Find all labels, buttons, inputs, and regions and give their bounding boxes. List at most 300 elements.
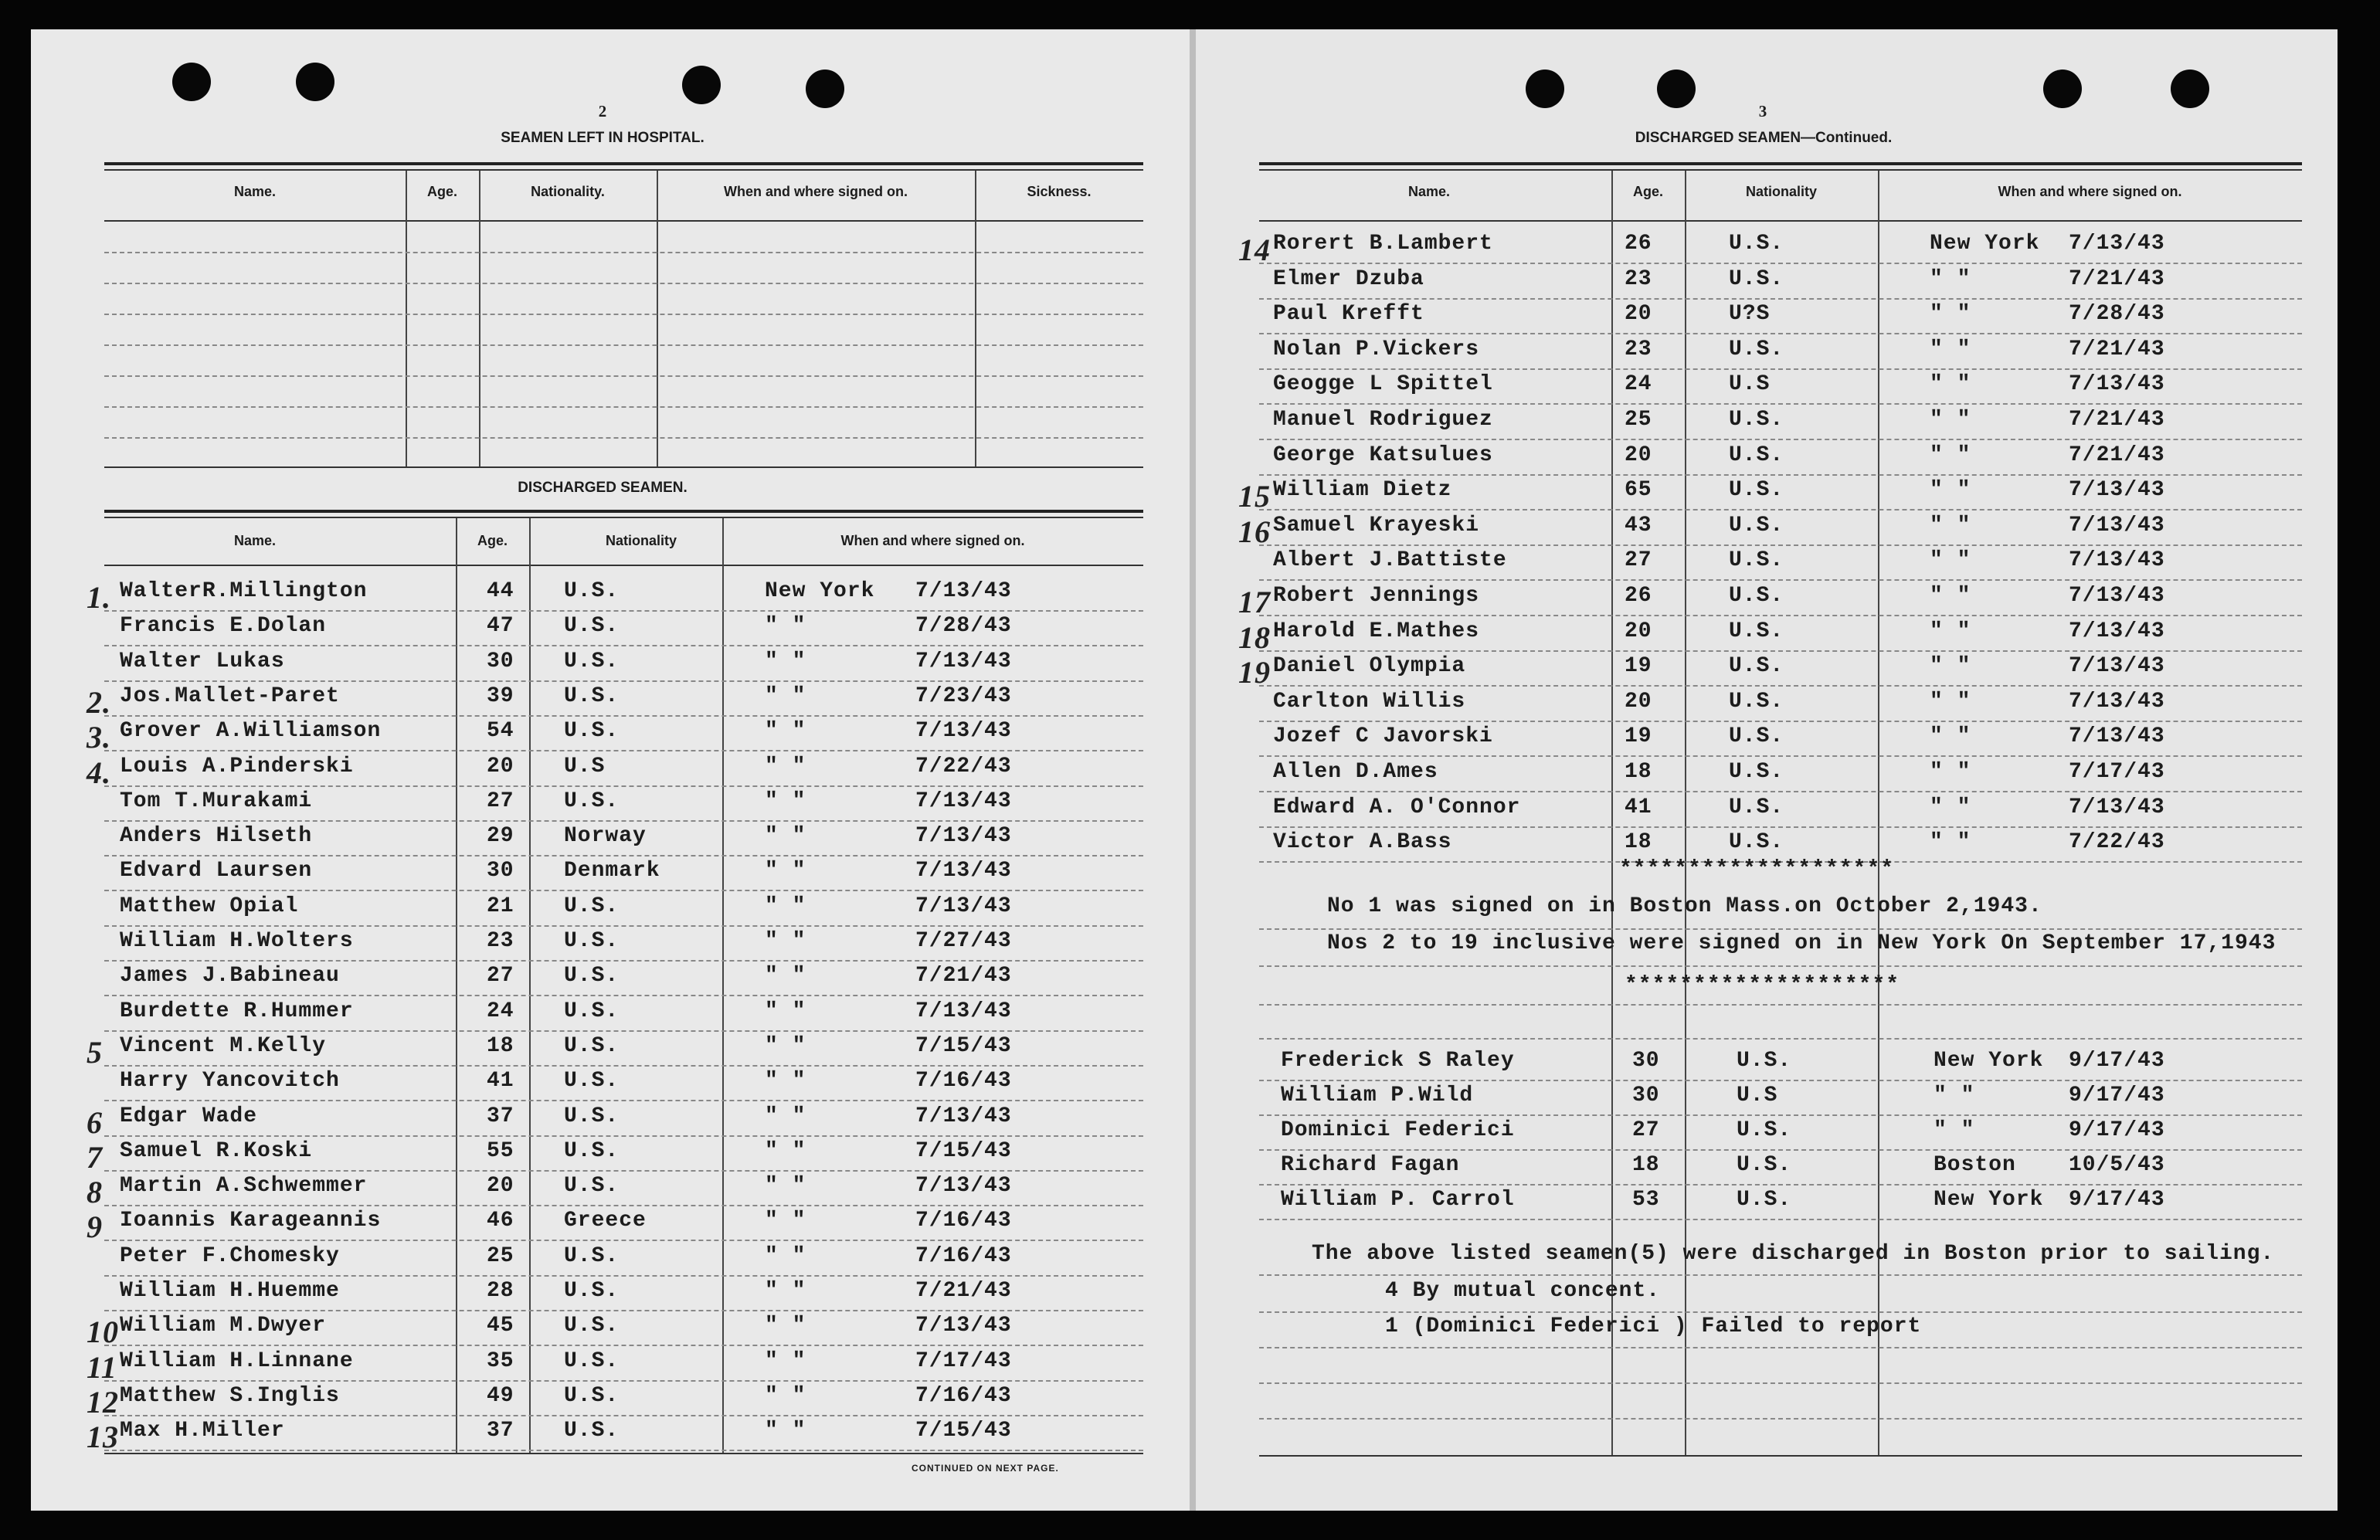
cell-nat: U.S. <box>1729 689 1784 714</box>
row-line <box>104 645 1143 646</box>
cell-nat: U.S. <box>564 1279 620 1303</box>
blank-row <box>104 437 1143 439</box>
row-line <box>104 1065 1143 1067</box>
rule <box>1259 169 2302 171</box>
cell-age: 19 <box>1625 654 1652 679</box>
cell-age: 39 <box>487 684 514 708</box>
cell-date: 7/21/43 <box>2069 408 2165 432</box>
right-page <box>1196 29 2338 1511</box>
rule <box>104 466 1143 468</box>
cell-date: 7/13/43 <box>2069 654 2165 679</box>
cell-nat: U.S <box>564 754 606 778</box>
note-line: The above listed seamen(5) were discharged in Boston prior to sailing. <box>1312 1242 2275 1266</box>
cell-age: 53 <box>1632 1188 1660 1212</box>
col-header-signed-on: When and where signed on. <box>723 184 908 199</box>
cell-nat: U.S. <box>1737 1153 1792 1177</box>
cell-age: 24 <box>1625 372 1652 397</box>
cell-date: 7/13/43 <box>2069 795 2165 819</box>
cell-nat: U.S. <box>564 1243 620 1268</box>
cell-age: 26 <box>1625 584 1652 608</box>
blank-row <box>104 252 1143 253</box>
cell-date: 7/15/43 <box>915 1419 1012 1443</box>
cell-place: " " <box>765 1138 806 1163</box>
cell-name: Samuel R.Koski <box>120 1138 313 1163</box>
cell-place: " " <box>765 1209 806 1233</box>
cell-place: " " <box>1930 443 1971 467</box>
table-row <box>1196 302 2338 334</box>
row-line <box>1259 755 2302 757</box>
cell-date: 7/15/43 <box>915 1033 1012 1058</box>
cell-place: " " <box>1930 513 1971 538</box>
row-line <box>1259 1004 2302 1006</box>
cell-name: Frederick S Raley <box>1281 1049 1515 1073</box>
cell-mark: 9 <box>87 1209 103 1245</box>
punch-hole <box>296 63 334 101</box>
cell-name: Martin A.Schwemmer <box>120 1174 368 1199</box>
cell-mark: 10 <box>87 1314 119 1350</box>
row-line <box>104 855 1143 856</box>
cell-place: New York <box>1934 1049 2044 1073</box>
note-line: 4 By mutual concent. <box>1385 1279 1661 1303</box>
blank-row <box>104 314 1143 315</box>
cell-name: Ioannis Karageannis <box>120 1209 382 1233</box>
cell-place: " " <box>1930 478 1971 503</box>
cell-name: Louis A.Pinderski <box>120 754 354 778</box>
table-row <box>1196 232 2338 267</box>
row-line <box>1259 1080 2302 1081</box>
cell-nat: U.S. <box>564 649 620 673</box>
cell-date: 7/27/43 <box>915 929 1012 953</box>
cell-name: William H.Wolters <box>120 929 354 953</box>
table-row <box>31 894 1190 927</box>
cell-age: 41 <box>487 1069 514 1094</box>
separator-stars: ******************** <box>1619 857 1895 881</box>
cell-nat: U?S <box>1729 302 1771 327</box>
cell-name: William M.Dwyer <box>120 1314 327 1338</box>
cell-name: Jos.Mallet-Paret <box>120 684 340 708</box>
cell-mark: 16 <box>1238 514 1271 549</box>
cell-place: New York <box>1930 232 2040 256</box>
note-line: 1 (Dominici Federici ) Failed to report <box>1385 1314 1922 1338</box>
cell-nat: U.S. <box>564 894 620 918</box>
cell-place: " " <box>1930 724 1971 749</box>
cell-name: William P. Carrol <box>1281 1188 1515 1212</box>
cell-nat: U.S. <box>1737 1188 1792 1212</box>
table-row <box>1196 478 2338 514</box>
blank-row <box>104 283 1143 284</box>
table-row <box>31 1209 1190 1245</box>
col-header-signed-on: When and where signed on. <box>840 533 1025 548</box>
table-row <box>31 719 1190 755</box>
cell-age: 20 <box>1625 302 1652 327</box>
cell-place: " " <box>1930 689 1971 714</box>
col-header-nationality: Nationality <box>605 533 677 548</box>
cell-name: Robert Jennings <box>1273 584 1480 608</box>
row-line <box>1259 685 2302 687</box>
col-header-age: Age. <box>426 184 457 199</box>
cell-nat: U.S. <box>564 1104 620 1128</box>
row-line <box>104 1030 1143 1032</box>
row-line <box>104 610 1143 612</box>
table-row <box>1196 584 2338 619</box>
cell-age: 18 <box>1625 830 1652 855</box>
cell-date: 7/13/43 <box>915 824 1012 849</box>
table-row <box>31 1348 1190 1385</box>
cell-name: Matthew S.Inglis <box>120 1383 340 1408</box>
col-header-name: Name. <box>233 184 277 199</box>
rule <box>104 510 1143 513</box>
rule <box>104 1453 1143 1454</box>
cell-mark: 4. <box>87 755 111 790</box>
cell-place: " " <box>1930 654 1971 679</box>
cell-name: Samuel Krayeski <box>1273 513 1480 538</box>
row-line <box>1259 333 2302 334</box>
row-line <box>1259 928 2302 930</box>
table-row <box>1196 1084 2338 1116</box>
row-line <box>1259 1347 2302 1348</box>
cell-nat: U.S. <box>1729 337 1784 361</box>
cell-place: " " <box>765 1243 806 1268</box>
cell-nat: U.S. <box>564 789 620 813</box>
row-line <box>1259 1184 2302 1186</box>
cell-date: 7/17/43 <box>915 1348 1012 1373</box>
row-line <box>1259 509 2302 511</box>
continued-note: CONTINUED ON NEXT PAGE. <box>912 1463 1059 1474</box>
cell-nat: U.S. <box>1729 830 1784 855</box>
cell-age: 23 <box>1625 337 1652 361</box>
table-row <box>1196 1118 2338 1151</box>
cell-date: 7/13/43 <box>915 579 1012 603</box>
cell-date: 7/13/43 <box>915 649 1012 673</box>
rule <box>104 565 1143 566</box>
cell-date: 7/16/43 <box>915 1069 1012 1094</box>
cell-nat: U.S. <box>564 1383 620 1408</box>
table-row <box>31 1138 1190 1175</box>
cell-nat: U.S. <box>1729 795 1784 819</box>
cell-place: " " <box>765 754 806 778</box>
table-row <box>1196 1188 2338 1220</box>
cell-mark: 1. <box>87 580 111 615</box>
cell-age: 30 <box>487 859 514 884</box>
row-line <box>1259 298 2302 300</box>
cell-nat: U.S. <box>564 1174 620 1199</box>
cell-date: 7/15/43 <box>915 1138 1012 1163</box>
cell-date: 7/16/43 <box>915 1383 1012 1408</box>
cell-age: 46 <box>487 1209 514 1233</box>
table-row <box>1196 1049 2338 1081</box>
row-line <box>1259 791 2302 792</box>
cell-age: 54 <box>487 719 514 744</box>
cell-place: " " <box>765 649 806 673</box>
table-row <box>31 614 1190 646</box>
cell-age: 23 <box>487 929 514 953</box>
cell-date: 7/21/43 <box>915 964 1012 989</box>
row-line <box>104 1100 1143 1101</box>
cell-date: 7/16/43 <box>915 1209 1012 1233</box>
rule <box>104 517 1143 518</box>
cell-name: Edgar Wade <box>120 1104 258 1128</box>
row-line <box>104 1275 1143 1277</box>
cell-name: Francis E.Dolan <box>120 614 327 639</box>
row-line <box>104 960 1143 962</box>
cell-age: 18 <box>487 1033 514 1058</box>
cell-mark: 7 <box>87 1139 103 1175</box>
cell-nat: U.S. <box>1729 232 1784 256</box>
cell-name: Albert J.Battiste <box>1273 548 1507 573</box>
cell-age: 24 <box>487 999 514 1023</box>
cell-mark: 8 <box>87 1175 103 1210</box>
cell-name: Daniel Olympia <box>1273 654 1466 679</box>
cell-name: Vincent M.Kelly <box>120 1033 327 1058</box>
table-row <box>31 1419 1190 1455</box>
cell-date: 7/21/43 <box>2069 266 2165 291</box>
cell-age: 37 <box>487 1104 514 1128</box>
cell-name: Rorert B.Lambert <box>1273 232 1493 256</box>
cell-age: 65 <box>1625 478 1652 503</box>
row-line <box>1259 474 2302 476</box>
col-divider <box>975 171 976 466</box>
cell-name: James J.Babineau <box>120 964 340 989</box>
row-line <box>104 1170 1143 1172</box>
row-line <box>104 1205 1143 1206</box>
cell-place: " " <box>765 894 806 918</box>
cell-nat: U.S. <box>1729 548 1784 573</box>
cell-age: 19 <box>1625 724 1652 749</box>
table-row <box>1196 760 2338 792</box>
table-row <box>31 650 1190 682</box>
cell-age: 44 <box>487 579 514 603</box>
cell-place: " " <box>765 684 806 708</box>
table-row <box>1196 619 2338 655</box>
table-row <box>31 754 1190 790</box>
cell-date: 7/13/43 <box>915 789 1012 813</box>
cell-date: 7/21/43 <box>2069 337 2165 361</box>
cell-age: 27 <box>487 964 514 989</box>
cell-age: 49 <box>487 1383 514 1408</box>
cell-date: 7/13/43 <box>2069 232 2165 256</box>
col-header-name: Name. <box>1407 184 1451 199</box>
cell-name: Harry Yancovitch <box>120 1069 340 1094</box>
row-line <box>104 1135 1143 1137</box>
cell-age: 18 <box>1625 760 1652 784</box>
cell-age: 18 <box>1632 1153 1660 1177</box>
cell-date: 7/13/43 <box>2069 478 2165 503</box>
cell-date: 10/5/43 <box>2069 1153 2165 1177</box>
row-line <box>104 750 1143 751</box>
cell-place: New York <box>765 579 875 603</box>
table-row <box>1196 338 2338 370</box>
table-row <box>31 1033 1190 1070</box>
cell-age: 20 <box>1625 689 1652 714</box>
cell-name: Burdette R.Hummer <box>120 999 354 1023</box>
cell-date: 9/17/43 <box>2069 1084 2165 1108</box>
cell-place: " " <box>765 789 806 813</box>
table-row <box>31 1314 1190 1350</box>
cell-age: 30 <box>1632 1049 1660 1073</box>
cell-mark: 17 <box>1238 585 1271 619</box>
cell-place: " " <box>765 1419 806 1443</box>
cell-nat: U.S. <box>1729 619 1784 643</box>
table-row <box>31 964 1190 996</box>
rule <box>104 169 1143 171</box>
cell-name: Nolan P.Vickers <box>1273 337 1480 361</box>
punch-hole <box>682 66 721 104</box>
cell-age: 25 <box>1625 408 1652 432</box>
cell-nat: U.S. <box>1729 478 1784 503</box>
cell-nat: U.S. <box>564 614 620 639</box>
table-row <box>1196 513 2338 549</box>
cell-age: 20 <box>487 754 514 778</box>
page-title: DISCHARGED SEAMEN—Continued. <box>1635 130 1893 146</box>
cell-name: Harold E.Mathes <box>1273 619 1480 643</box>
cell-age: 29 <box>487 824 514 849</box>
cell-age: 45 <box>487 1314 514 1338</box>
cell-date: 7/28/43 <box>2069 302 2165 327</box>
rule <box>104 162 1143 165</box>
cell-place: " " <box>765 1069 806 1094</box>
punch-hole <box>172 63 211 101</box>
cell-nat: U.S. <box>1729 443 1784 467</box>
cell-age: 55 <box>487 1138 514 1163</box>
cell-place: " " <box>1934 1118 1975 1142</box>
cell-date: 7/22/43 <box>2069 830 2165 855</box>
cell-name: Elmer Dzuba <box>1273 266 1424 291</box>
separator-stars: ******************** <box>1625 973 1900 997</box>
cell-place: " " <box>765 1174 806 1199</box>
table-row <box>31 1383 1190 1420</box>
punch-hole <box>806 70 844 108</box>
cell-place: " " <box>765 964 806 989</box>
cell-age: 23 <box>1625 266 1652 291</box>
cell-date: 7/28/43 <box>915 614 1012 639</box>
row-line <box>104 925 1143 927</box>
cell-date: 7/13/43 <box>2069 372 2165 397</box>
discharged-section-title: DISCHARGED SEAMEN. <box>518 480 688 496</box>
row-line <box>1259 1382 2302 1384</box>
cell-nat: U.S. <box>564 1314 620 1338</box>
cell-place: " " <box>1930 302 1971 327</box>
row-line <box>104 785 1143 787</box>
table-row <box>1196 408 2338 440</box>
punch-hole <box>2171 70 2209 108</box>
cell-age: 30 <box>1632 1084 1660 1108</box>
note-line: No 1 was signed on in Boston Mass.on October 2,1943. <box>1327 894 2042 918</box>
cell-name: Max H.Miller <box>120 1419 285 1443</box>
cell-age: 26 <box>1625 232 1652 256</box>
cell-age: 25 <box>487 1243 514 1268</box>
cell-name: Edvard Laursen <box>120 859 313 884</box>
cell-nat: Greece <box>564 1209 647 1233</box>
row-line <box>104 995 1143 996</box>
cell-nat: U.S <box>1737 1084 1778 1108</box>
cell-nat: U.S. <box>1729 654 1784 679</box>
cell-place: " " <box>1934 1084 1975 1108</box>
cell-age: 27 <box>1632 1118 1660 1142</box>
cell-date: 9/17/43 <box>2069 1118 2165 1142</box>
cell-name: Victor A.Bass <box>1273 830 1452 855</box>
row-line <box>1259 1114 2302 1116</box>
table-row <box>1196 1153 2338 1186</box>
col-header-nationality: Nationality. <box>531 184 605 199</box>
cell-nat: U.S. <box>1729 266 1784 291</box>
page-number: 3 <box>1758 102 1767 120</box>
cell-place: " " <box>1930 760 1971 784</box>
cell-date: 7/23/43 <box>915 684 1012 708</box>
cell-age: 27 <box>1625 548 1652 573</box>
table-row <box>1196 548 2338 581</box>
cell-date: 7/13/43 <box>915 1104 1012 1128</box>
cell-nat: U.S. <box>564 1419 620 1443</box>
table-row <box>31 1174 1190 1210</box>
hospital-section-title: SEAMEN LEFT IN HOSPITAL. <box>501 130 704 146</box>
row-line <box>1259 403 2302 405</box>
cell-nat: U.S. <box>1737 1049 1792 1073</box>
rule <box>1259 162 2302 165</box>
row-line <box>104 715 1143 717</box>
cell-name: William H.Huemme <box>120 1279 340 1303</box>
table-row <box>1196 654 2338 690</box>
cell-place: " " <box>765 1314 806 1338</box>
table-row <box>31 999 1190 1032</box>
cell-place: " " <box>765 1348 806 1373</box>
cell-age: 21 <box>487 894 514 918</box>
cell-place: " " <box>765 824 806 849</box>
col-header-nationality: Nationality <box>1745 184 1817 199</box>
cell-age: 28 <box>487 1279 514 1303</box>
cell-age: 20 <box>487 1174 514 1199</box>
cell-date: 7/21/43 <box>915 1279 1012 1303</box>
cell-name: Dominici Federici <box>1281 1118 1515 1142</box>
rule <box>1259 220 2302 222</box>
cell-nat: U.S. <box>1729 760 1784 784</box>
cell-date: 7/13/43 <box>915 1174 1012 1199</box>
cell-name: Anders Hilseth <box>120 824 313 849</box>
table-row <box>31 1279 1190 1311</box>
cell-place: " " <box>1930 408 1971 432</box>
page-number: 2 <box>598 102 607 120</box>
cell-nat: U.S. <box>1729 408 1784 432</box>
cell-mark: 2. <box>87 684 111 720</box>
cell-name: Grover A.Williamson <box>120 719 382 744</box>
cell-date: 7/13/43 <box>915 894 1012 918</box>
table-row <box>31 684 1190 720</box>
col-header-age: Age. <box>477 533 508 548</box>
cell-date: 7/13/43 <box>915 719 1012 744</box>
cell-name: George Katsulues <box>1273 443 1493 467</box>
rule <box>104 220 1143 222</box>
cell-name: Walter Lukas <box>120 649 285 673</box>
row-line <box>104 680 1143 682</box>
cell-date: 7/13/43 <box>2069 513 2165 538</box>
cell-age: 47 <box>487 614 514 639</box>
cell-nat: U.S. <box>564 1348 620 1373</box>
cell-nat: U.S <box>1729 372 1771 397</box>
cell-place: " " <box>765 1033 806 1058</box>
cell-mark: 18 <box>1238 619 1271 655</box>
table-row <box>31 824 1190 856</box>
cell-age: 27 <box>487 789 514 813</box>
row-line <box>1259 1311 2302 1313</box>
cell-age: 20 <box>1625 619 1652 643</box>
row-line <box>1259 1274 2302 1276</box>
cell-place: " " <box>1930 372 1971 397</box>
cell-date: 7/13/43 <box>2069 619 2165 643</box>
col-header-age: Age. <box>1632 184 1663 199</box>
row-line <box>104 1450 1143 1451</box>
cell-nat: U.S. <box>564 684 620 708</box>
cell-date: 7/13/43 <box>915 999 1012 1023</box>
cell-place: " " <box>765 929 806 953</box>
